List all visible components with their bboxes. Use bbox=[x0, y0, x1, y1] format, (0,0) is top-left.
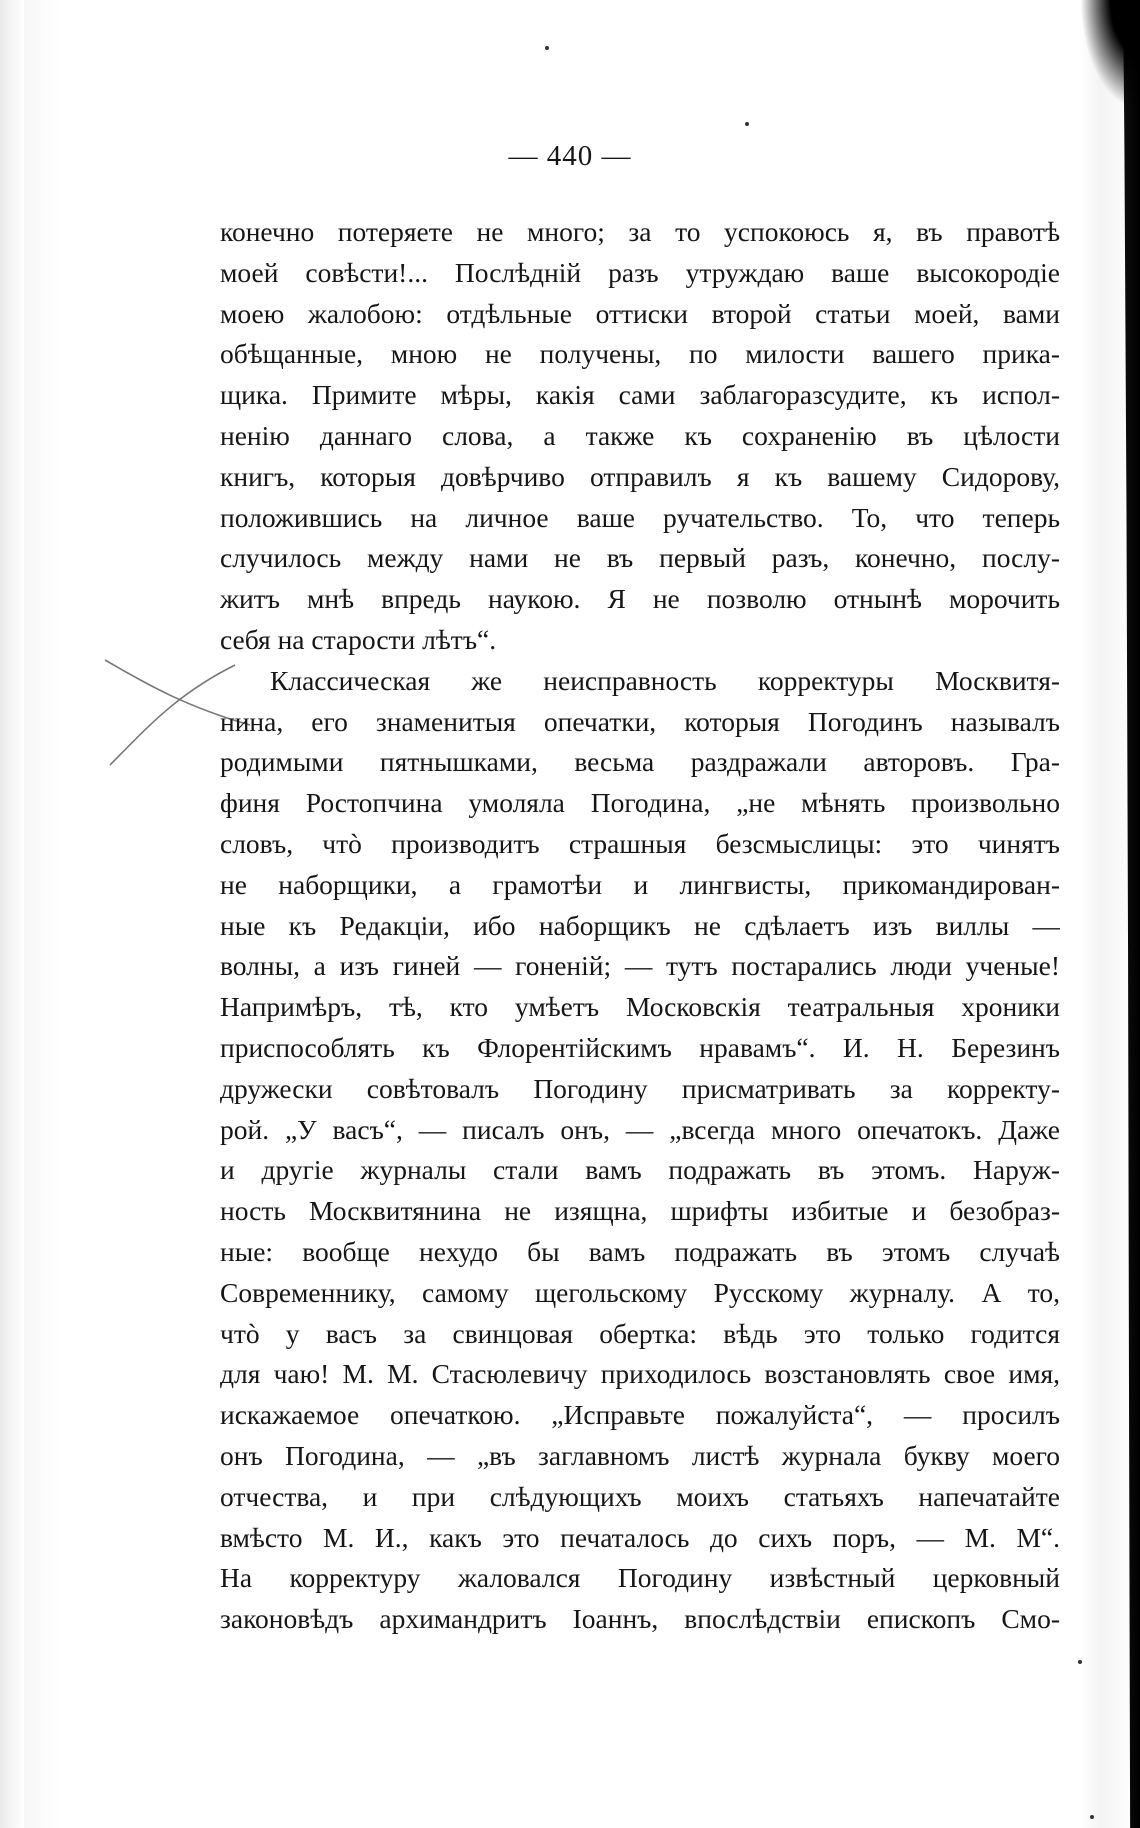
text-line: щика. Примите мѣры, какія сами заблагоразсудите, къ испол- bbox=[220, 379, 1060, 411]
text-line: житъ мнѣ впредь наукою. Я не позволю отнынѣ морочить bbox=[220, 583, 1060, 615]
text-line: Современнику, самому щегольскому Русскому журналу. А то, bbox=[220, 1276, 1060, 1308]
text-line: нина, его знаменитыя опечатки, которыя Погодинъ называлъ bbox=[220, 705, 1060, 737]
text-line: рой. „У васъ“, — писалъ онъ, — „всегда много опечатокъ. Даже bbox=[220, 1113, 1060, 1145]
text-line: себя на старости лѣтъ“. bbox=[220, 623, 497, 655]
text-line: родимыми пятнышками, весьма раздражали авторовъ. Гра- bbox=[220, 746, 1060, 778]
text-line: приспособлять къ Флорентійскимъ нравамъ“. И. Н. Березинъ bbox=[220, 1031, 1060, 1063]
dust-speck bbox=[545, 46, 549, 50]
text-line: волны, а изъ гиней — гоненій; — тутъ постарались люди ученые! bbox=[220, 950, 1060, 982]
page-number: — 440 — bbox=[508, 140, 632, 172]
text-line: ность Москвитянина не изящна, шрифты избитые и безобраз- bbox=[220, 1195, 1060, 1227]
left-page-shadow bbox=[0, 0, 24, 1828]
text-line: чтò у васъ за свинцовая обертка: вѣдь это только годится bbox=[220, 1317, 1060, 1349]
text-line: обѣщанные, мною не получены, по милости вашего прика- bbox=[220, 338, 1060, 370]
text-line: словъ, чтò производитъ страшныя безсмыслицы: это чинятъ bbox=[220, 827, 1060, 859]
text-line: На корректуру жаловался Погодину извѣстный церковный bbox=[220, 1562, 1060, 1594]
text-line: законовѣдъ архимандритъ Іоаннъ, впослѣдствіи епископъ Смо- bbox=[220, 1603, 1060, 1635]
text-line: финя Ростопчина умоляла Погодина, „не мѣнять произвольно bbox=[220, 787, 1060, 819]
text-line: дружески совѣтовалъ Погодину присматривать за корректу- bbox=[220, 1072, 1060, 1104]
dust-speck bbox=[745, 122, 749, 126]
dust-speck bbox=[1078, 1660, 1082, 1664]
text-line: вмѣсто М. И., какъ это печаталось до сихъ поръ, — М. М“. bbox=[220, 1521, 1060, 1553]
text-line: не наборщики, а грамотѣи и лингвисты, прикомандирован- bbox=[220, 868, 1060, 900]
text-line: книгъ, которыя довѣрчиво отправилъ я къ вашему Сидорову, bbox=[220, 460, 1060, 492]
dust-speck bbox=[1090, 1815, 1094, 1819]
text-line: Напримѣръ, тѣ, кто умѣетъ Московскія театральныя хроники bbox=[220, 991, 1060, 1023]
body-text bbox=[220, 212, 1060, 1640]
text-line: моею жалобою: отдѣльные оттиски второй статьи моей, вами bbox=[220, 297, 1060, 329]
text-line: онъ Погодина, — „въ заглавномъ листѣ журнала букву моего bbox=[220, 1439, 1060, 1471]
text-line: случилось между нами не въ первый разъ, конечно, послу- bbox=[220, 542, 1060, 574]
text-line: отчества, и при слѣдующихъ моихъ статьяхъ напечатайте bbox=[220, 1480, 1060, 1512]
text-line: и другіе журналы стали вамъ подражать въ этомъ. Наруж- bbox=[220, 1154, 1060, 1186]
text-line: ные къ Редакціи, ибо наборщикъ не сдѣлаетъ изъ виллы — bbox=[220, 909, 1060, 941]
text-line: для чаю! М. М. Стасюлевичу приходилось возстановлять свое имя, bbox=[220, 1358, 1060, 1390]
right-corner-shadow bbox=[1080, 0, 1140, 110]
paragraph-first-line: Классическая же неисправность корректуры Москвитя- bbox=[270, 664, 1060, 696]
text-line: положившись на личное ваше ручательство. То, что теперь bbox=[220, 501, 1060, 533]
text-line: моей совѣсти!... Послѣдній разъ утруждаю ваше высокородіе bbox=[220, 256, 1060, 288]
text-line: конечно потеряете не много; за то успокоюсь я, въ правотѣ bbox=[220, 216, 1060, 247]
text-line: ненію даннаго слова, а также къ сохраненію въ цѣлости bbox=[220, 419, 1060, 451]
text-line: искажаемое опечаткою. „Исправьте пожалуйста“, — просилъ bbox=[220, 1399, 1060, 1431]
text-line: ные: вообще нехудо бы вамъ подражать въ этомъ случаѣ bbox=[220, 1235, 1060, 1267]
